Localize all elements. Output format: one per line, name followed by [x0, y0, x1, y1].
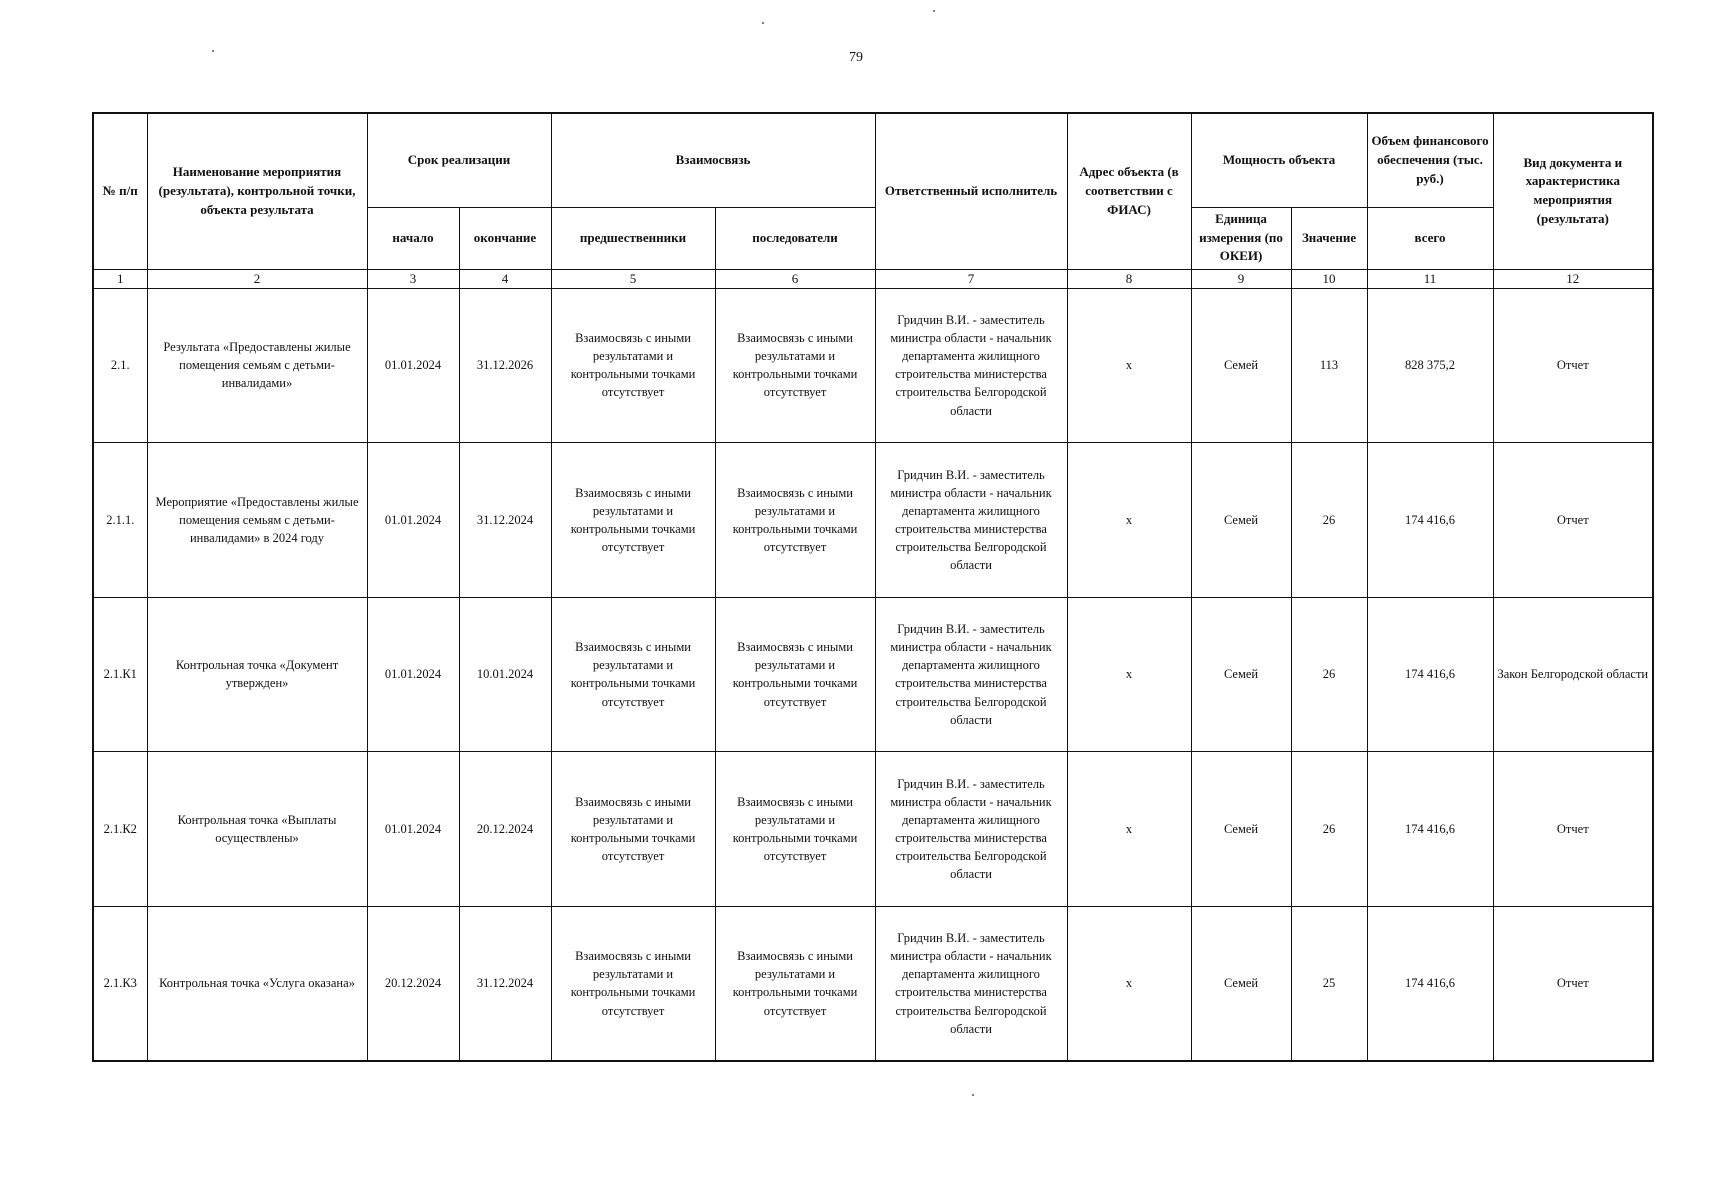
cell-start: 20.12.2024	[367, 906, 459, 1061]
header-predecessors: предшественники	[551, 207, 715, 269]
cell-address: х	[1067, 597, 1191, 752]
cell-funding: 174 416,6	[1367, 597, 1493, 752]
cell-responsible: Гридчин В.И. - заместитель министра области - начальник департамента жилищного строительства министерства строительства Белгородской области	[875, 906, 1067, 1061]
cell-responsible: Гридчин В.И. - заместитель министра области - начальник департамента жилищного строительства министерства строительства Белгородской области	[875, 288, 1067, 443]
scan-speck	[762, 22, 764, 24]
cell-start: 01.01.2024	[367, 597, 459, 752]
header-capacity: Мощность объекта	[1191, 113, 1367, 207]
table-row	[93, 597, 1653, 752]
column-number: 9	[1191, 269, 1291, 288]
table-row	[93, 752, 1653, 907]
table-body	[93, 288, 1653, 1061]
table-header	[93, 113, 1653, 288]
page-number: 79	[849, 50, 863, 65]
cell-num: 2.1.К2	[93, 752, 147, 907]
cell-value: 26	[1291, 752, 1367, 907]
cell-value: 26	[1291, 597, 1367, 752]
cell-num: 2.1.К1	[93, 597, 147, 752]
column-number: 2	[147, 269, 367, 288]
column-number: 6	[715, 269, 875, 288]
header-relation: Взаимосвязь	[551, 113, 875, 207]
cell-predecessors: Взаимосвязь с иными результатами и контрольными точками отсутствует	[551, 443, 715, 598]
cell-num: 2.1.	[93, 288, 147, 443]
column-number: 8	[1067, 269, 1191, 288]
cell-doc: Отчет	[1493, 752, 1653, 907]
cell-end: 31.12.2024	[459, 443, 551, 598]
column-number: 11	[1367, 269, 1493, 288]
column-number: 4	[459, 269, 551, 288]
cell-address: х	[1067, 906, 1191, 1061]
cell-value: 25	[1291, 906, 1367, 1061]
cell-unit: Семей	[1191, 443, 1291, 598]
cell-unit: Семей	[1191, 597, 1291, 752]
cell-end: 31.12.2026	[459, 288, 551, 443]
cell-name: Результата «Предоставлены жилые помещения семьям с детьми-инвалидами»	[147, 288, 367, 443]
cell-successors: Взаимосвязь с иными результатами и контрольными точками отсутствует	[715, 443, 875, 598]
header-num: № п/п	[93, 113, 147, 269]
cell-responsible: Гридчин В.И. - заместитель министра области - начальник департамента жилищного строительства министерства строительства Белгородской области	[875, 752, 1067, 907]
header-funding-total: всего	[1367, 207, 1493, 269]
header-doc: Вид документа и характеристика мероприятия (результата)	[1493, 113, 1653, 269]
column-number: 5	[551, 269, 715, 288]
header-name: Наименование мероприятия (результата), контрольной точки, объекта результата	[147, 113, 367, 269]
cell-responsible: Гридчин В.И. - заместитель министра области - начальник департамента жилищного строительства министерства строительства Белгородской области	[875, 443, 1067, 598]
header-funding: Объем финансового обеспечения (тыс. руб.)	[1367, 113, 1493, 207]
table-row	[93, 288, 1653, 443]
cell-value: 113	[1291, 288, 1367, 443]
header-unit: Единица измерения (по ОКЕИ)	[1191, 207, 1291, 269]
cell-successors: Взаимосвязь с иными результатами и контрольными точками отсутствует	[715, 288, 875, 443]
cell-predecessors: Взаимосвязь с иными результатами и контрольными точками отсутствует	[551, 288, 715, 443]
cell-responsible: Гридчин В.И. - заместитель министра области - начальник департамента жилищного строительства министерства строительства Белгородской области	[875, 597, 1067, 752]
cell-doc: Отчет	[1493, 906, 1653, 1061]
cell-unit: Семей	[1191, 906, 1291, 1061]
cell-predecessors: Взаимосвязь с иными результатами и контрольными точками отсутствует	[551, 752, 715, 907]
table-row	[93, 906, 1653, 1061]
column-number: 10	[1291, 269, 1367, 288]
cell-doc: Отчет	[1493, 443, 1653, 598]
cell-successors: Взаимосвязь с иными результатами и контрольными точками отсутствует	[715, 752, 875, 907]
cell-successors: Взаимосвязь с иными результатами и контрольными точками отсутствует	[715, 906, 875, 1061]
cell-funding: 174 416,6	[1367, 752, 1493, 907]
cell-doc: Отчет	[1493, 288, 1653, 443]
cell-predecessors: Взаимосвязь с иными результатами и контрольными точками отсутствует	[551, 906, 715, 1061]
cell-end: 31.12.2024	[459, 906, 551, 1061]
cell-address: х	[1067, 288, 1191, 443]
cell-unit: Семей	[1191, 288, 1291, 443]
cell-name: Мероприятие «Предоставлены жилые помещения семьям с детьми-инвалидами» в 2024 году	[147, 443, 367, 598]
header-period-start: начало	[367, 207, 459, 269]
header-value: Значение	[1291, 207, 1367, 269]
cell-num: 2.1.К3	[93, 906, 147, 1061]
cell-funding: 174 416,6	[1367, 443, 1493, 598]
header-period-end: окончание	[459, 207, 551, 269]
cell-address: х	[1067, 752, 1191, 907]
cell-predecessors: Взаимосвязь с иными результатами и контрольными точками отсутствует	[551, 597, 715, 752]
cell-end: 10.01.2024	[459, 597, 551, 752]
cell-start: 01.01.2024	[367, 443, 459, 598]
cell-name: Контрольная точка «Услуга оказана»	[147, 906, 367, 1061]
cell-address: х	[1067, 443, 1191, 598]
cell-start: 01.01.2024	[367, 752, 459, 907]
column-number-row	[93, 269, 1653, 288]
cell-funding: 174 416,6	[1367, 906, 1493, 1061]
header-responsible: Ответственный исполнитель	[875, 113, 1067, 269]
cell-value: 26	[1291, 443, 1367, 598]
scan-speck	[933, 10, 935, 12]
scan-speck	[972, 1094, 974, 1096]
cell-successors: Взаимосвязь с иными результатами и контрольными точками отсутствует	[715, 597, 875, 752]
table-row	[93, 443, 1653, 598]
header-address: Адрес объекта (в соответствии с ФИАС)	[1067, 113, 1191, 269]
column-number: 3	[367, 269, 459, 288]
column-number: 12	[1493, 269, 1653, 288]
column-number: 7	[875, 269, 1067, 288]
cell-num: 2.1.1.	[93, 443, 147, 598]
cell-name: Контрольная точка «Выплаты осуществлены»	[147, 752, 367, 907]
header-successors: последователи	[715, 207, 875, 269]
scan-speck	[212, 50, 214, 52]
cell-start: 01.01.2024	[367, 288, 459, 443]
cell-name: Контрольная точка «Документ утвержден»	[147, 597, 367, 752]
plan-table	[92, 112, 1654, 1062]
cell-unit: Семей	[1191, 752, 1291, 907]
column-number: 1	[93, 269, 147, 288]
cell-end: 20.12.2024	[459, 752, 551, 907]
header-period: Срок реализации	[367, 113, 551, 207]
cell-doc: Закон Белгородской области	[1493, 597, 1653, 752]
cell-funding: 828 375,2	[1367, 288, 1493, 443]
